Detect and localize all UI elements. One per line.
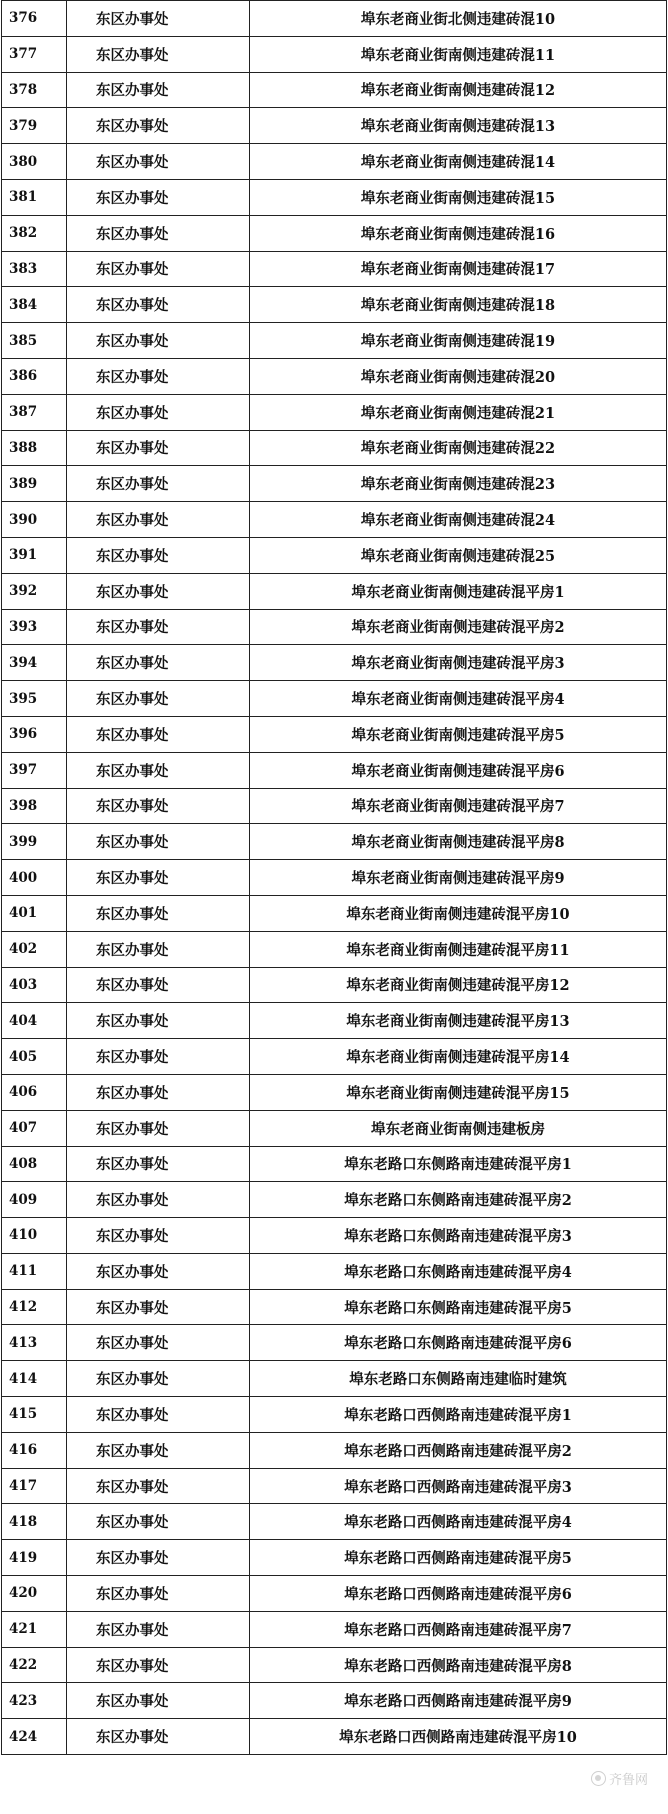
row-number-cell: 402 [2, 931, 67, 967]
building-name-cell: 埠东老路口西侧路南违建砖混平房9 [250, 1683, 667, 1719]
table-row [2, 1576, 667, 1612]
document-page [1, 0, 667, 1814]
building-name-cell: 埠东老路口西侧路南违建砖混平房4 [250, 1504, 667, 1540]
row-number-cell: 381 [2, 179, 67, 215]
building-name-cell: 埠东老商业街南侧违建砖混11 [250, 36, 667, 72]
building-name-cell: 埠东老路口西侧路南违建砖混平房10 [250, 1719, 667, 1755]
table-row [2, 537, 667, 573]
row-number-cell: 383 [2, 251, 67, 287]
row-number-cell: 377 [2, 36, 67, 72]
table-row [2, 1074, 667, 1110]
building-name-cell: 埠东老商业街南侧违建砖混平房6 [250, 752, 667, 788]
row-number-cell: 413 [2, 1325, 67, 1361]
table-row [2, 251, 667, 287]
table-row [2, 931, 667, 967]
table-row [2, 1110, 667, 1146]
table-row [2, 1719, 667, 1755]
building-name-cell: 埠东老路口东侧路南违建砖混平房1 [250, 1146, 667, 1182]
office-cell: 东区办事处 [67, 1432, 250, 1468]
building-name-cell: 埠东老商业街南侧违建砖混平房11 [250, 931, 667, 967]
office-cell: 东区办事处 [67, 287, 250, 323]
building-name-cell: 埠东老商业街南侧违建砖混平房4 [250, 681, 667, 717]
row-number-cell: 385 [2, 323, 67, 359]
row-number-cell: 416 [2, 1432, 67, 1468]
office-cell: 东区办事处 [67, 1146, 250, 1182]
office-cell: 东区办事处 [67, 573, 250, 609]
row-number-cell: 399 [2, 824, 67, 860]
table-row [2, 1683, 667, 1719]
table-row [2, 430, 667, 466]
building-name-cell: 埠东老商业街南侧违建砖混平房13 [250, 1003, 667, 1039]
table-row [2, 752, 667, 788]
row-number-cell: 398 [2, 788, 67, 824]
building-name-cell: 埠东老路口西侧路南违建砖混平房8 [250, 1647, 667, 1683]
building-name-cell: 埠东老商业街南侧违建砖混24 [250, 502, 667, 538]
building-name-cell: 埠东老商业街南侧违建板房 [250, 1110, 667, 1146]
building-name-cell: 埠东老商业街南侧违建砖混15 [250, 179, 667, 215]
building-name-cell: 埠东老商业街南侧违建砖混平房1 [250, 573, 667, 609]
row-number-cell: 410 [2, 1218, 67, 1254]
table-row [2, 1253, 667, 1289]
row-number-cell: 405 [2, 1039, 67, 1075]
office-cell: 东区办事处 [67, 1611, 250, 1647]
office-cell: 东区办事处 [67, 1110, 250, 1146]
building-name-cell: 埠东老路口东侧路南违建砖混平房3 [250, 1218, 667, 1254]
table-row [2, 144, 667, 180]
row-number-cell: 382 [2, 215, 67, 251]
building-name-cell: 埠东老商业街南侧违建砖混平房2 [250, 609, 667, 645]
office-cell: 东区办事处 [67, 1576, 250, 1612]
row-number-cell: 411 [2, 1253, 67, 1289]
table-row [2, 1611, 667, 1647]
office-cell: 东区办事处 [67, 358, 250, 394]
office-cell: 东区办事处 [67, 1289, 250, 1325]
building-name-cell: 埠东老商业街南侧违建砖混20 [250, 358, 667, 394]
office-cell: 东区办事处 [67, 1719, 250, 1755]
office-cell: 东区办事处 [67, 502, 250, 538]
row-number-cell: 415 [2, 1397, 67, 1433]
office-cell: 东区办事处 [67, 752, 250, 788]
building-name-cell: 埠东老商业街南侧违建砖混平房14 [250, 1039, 667, 1075]
row-number-cell: 391 [2, 537, 67, 573]
building-name-cell: 埠东老商业街南侧违建砖混17 [250, 251, 667, 287]
row-number-cell: 418 [2, 1504, 67, 1540]
building-name-cell: 埠东老商业街南侧违建砖混平房15 [250, 1074, 667, 1110]
building-name-cell: 埠东老路口东侧路南违建砖混平房5 [250, 1289, 667, 1325]
office-cell: 东区办事处 [67, 215, 250, 251]
row-number-cell: 376 [2, 1, 67, 37]
table-row [2, 358, 667, 394]
building-name-cell: 埠东老商业街南侧违建砖混14 [250, 144, 667, 180]
row-number-cell: 389 [2, 466, 67, 502]
office-cell: 东区办事处 [67, 824, 250, 860]
table-row [2, 1289, 667, 1325]
office-cell: 东区办事处 [67, 36, 250, 72]
building-name-cell: 埠东老商业街南侧违建砖混平房8 [250, 824, 667, 860]
office-cell: 东区办事处 [67, 108, 250, 144]
row-number-cell: 392 [2, 573, 67, 609]
office-cell: 东区办事处 [67, 967, 250, 1003]
office-cell: 东区办事处 [67, 681, 250, 717]
office-cell: 东区办事处 [67, 1182, 250, 1218]
row-number-cell: 423 [2, 1683, 67, 1719]
building-name-cell: 埠东老商业街南侧违建砖混平房7 [250, 788, 667, 824]
office-cell: 东区办事处 [67, 1, 250, 37]
building-name-cell: 埠东老商业街南侧违建砖混12 [250, 72, 667, 108]
table-row [2, 466, 667, 502]
row-number-cell: 422 [2, 1647, 67, 1683]
office-cell: 东区办事处 [67, 1361, 250, 1397]
building-name-cell: 埠东老商业街南侧违建砖混25 [250, 537, 667, 573]
row-number-cell: 401 [2, 895, 67, 931]
row-number-cell: 384 [2, 287, 67, 323]
table-row [2, 108, 667, 144]
row-number-cell: 404 [2, 1003, 67, 1039]
row-number-cell: 386 [2, 358, 67, 394]
office-cell: 东区办事处 [67, 179, 250, 215]
table-row [2, 788, 667, 824]
office-cell: 东区办事处 [67, 1039, 250, 1075]
row-number-cell: 396 [2, 716, 67, 752]
row-number-cell: 393 [2, 609, 67, 645]
qilu-logo-icon [591, 1771, 606, 1786]
office-cell: 东区办事处 [67, 895, 250, 931]
office-cell: 东区办事处 [67, 1218, 250, 1254]
row-number-cell: 378 [2, 72, 67, 108]
table-row [2, 1647, 667, 1683]
row-number-cell: 390 [2, 502, 67, 538]
building-name-cell: 埠东老商业街南侧违建砖混平房12 [250, 967, 667, 1003]
table-row [2, 895, 667, 931]
building-name-cell: 埠东老路口西侧路南违建砖混平房5 [250, 1540, 667, 1576]
row-number-cell: 421 [2, 1611, 67, 1647]
table-row [2, 179, 667, 215]
row-number-cell: 409 [2, 1182, 67, 1218]
building-name-cell: 埠东老路口东侧路南违建砖混平房4 [250, 1253, 667, 1289]
office-cell: 东区办事处 [67, 1468, 250, 1504]
office-cell: 东区办事处 [67, 788, 250, 824]
building-name-cell: 埠东老路口西侧路南违建砖混平房1 [250, 1397, 667, 1433]
building-name-cell: 埠东老商业街南侧违建砖混19 [250, 323, 667, 359]
row-number-cell: 408 [2, 1146, 67, 1182]
office-cell: 东区办事处 [67, 1325, 250, 1361]
building-name-cell: 埠东老商业街南侧违建砖混18 [250, 287, 667, 323]
row-number-cell: 395 [2, 681, 67, 717]
table-row [2, 1218, 667, 1254]
building-name-cell: 埠东老路口西侧路南违建砖混平房6 [250, 1576, 667, 1612]
office-cell: 东区办事处 [67, 1397, 250, 1433]
office-cell: 东区办事处 [67, 1540, 250, 1576]
watermark [591, 1769, 648, 1788]
table-row [2, 645, 667, 681]
building-name-cell: 埠东老商业街南侧违建砖混平房5 [250, 716, 667, 752]
table-row [2, 824, 667, 860]
row-number-cell: 406 [2, 1074, 67, 1110]
building-name-cell: 埠东老路口东侧路南违建砖混平房6 [250, 1325, 667, 1361]
row-number-cell: 412 [2, 1289, 67, 1325]
office-cell: 东区办事处 [67, 466, 250, 502]
table-row [2, 1182, 667, 1218]
table-row [2, 72, 667, 108]
demolition-list-table [1, 0, 667, 1755]
row-number-cell: 417 [2, 1468, 67, 1504]
office-cell: 东区办事处 [67, 609, 250, 645]
table-row [2, 1504, 667, 1540]
office-cell: 东区办事处 [67, 251, 250, 287]
row-number-cell: 414 [2, 1361, 67, 1397]
office-cell: 东区办事处 [67, 645, 250, 681]
table-row [2, 1468, 667, 1504]
building-name-cell: 埠东老商业街南侧违建砖混22 [250, 430, 667, 466]
table-row [2, 716, 667, 752]
row-number-cell: 380 [2, 144, 67, 180]
office-cell: 东区办事处 [67, 1003, 250, 1039]
table-row [2, 215, 667, 251]
table-row [2, 967, 667, 1003]
building-name-cell: 埠东老路口东侧路南违建临时建筑 [250, 1361, 667, 1397]
office-cell: 东区办事处 [67, 716, 250, 752]
table-row [2, 1003, 667, 1039]
building-name-cell: 埠东老商业街南侧违建砖混23 [250, 466, 667, 502]
table-row [2, 1325, 667, 1361]
building-name-cell: 埠东老路口东侧路南违建砖混平房2 [250, 1182, 667, 1218]
building-name-cell: 埠东老路口西侧路南违建砖混平房3 [250, 1468, 667, 1504]
table-row [2, 681, 667, 717]
row-number-cell: 419 [2, 1540, 67, 1576]
table-body [2, 1, 667, 1755]
office-cell: 东区办事处 [67, 1504, 250, 1540]
building-name-cell: 埠东老商业街南侧违建砖混平房3 [250, 645, 667, 681]
building-name-cell: 埠东老商业街北侧违建砖混10 [250, 1, 667, 37]
office-cell: 东区办事处 [67, 931, 250, 967]
building-name-cell: 埠东老商业街南侧违建砖混16 [250, 215, 667, 251]
row-number-cell: 424 [2, 1719, 67, 1755]
row-number-cell: 420 [2, 1576, 67, 1612]
office-cell: 东区办事处 [67, 1074, 250, 1110]
table-row [2, 36, 667, 72]
table-row [2, 860, 667, 896]
building-name-cell: 埠东老商业街南侧违建砖混13 [250, 108, 667, 144]
watermark-text: 齐鲁网 [608, 1773, 648, 1788]
office-cell: 东区办事处 [67, 1253, 250, 1289]
table-row [2, 323, 667, 359]
table-row [2, 1432, 667, 1468]
row-number-cell: 388 [2, 430, 67, 466]
building-name-cell: 埠东老商业街南侧违建砖混平房9 [250, 860, 667, 896]
building-name-cell: 埠东老商业街南侧违建砖混21 [250, 394, 667, 430]
table-row [2, 502, 667, 538]
row-number-cell: 403 [2, 967, 67, 1003]
row-number-cell: 400 [2, 860, 67, 896]
building-name-cell: 埠东老路口西侧路南违建砖混平房2 [250, 1432, 667, 1468]
table-row [2, 1, 667, 37]
office-cell: 东区办事处 [67, 430, 250, 466]
office-cell: 东区办事处 [67, 537, 250, 573]
table-row [2, 1146, 667, 1182]
table-row [2, 1039, 667, 1075]
row-number-cell: 394 [2, 645, 67, 681]
table-row [2, 1397, 667, 1433]
office-cell: 东区办事处 [67, 323, 250, 359]
office-cell: 东区办事处 [67, 394, 250, 430]
row-number-cell: 397 [2, 752, 67, 788]
table-row [2, 287, 667, 323]
office-cell: 东区办事处 [67, 144, 250, 180]
table-row [2, 394, 667, 430]
office-cell: 东区办事处 [67, 1683, 250, 1719]
building-name-cell: 埠东老商业街南侧违建砖混平房10 [250, 895, 667, 931]
row-number-cell: 407 [2, 1110, 67, 1146]
row-number-cell: 387 [2, 394, 67, 430]
table-row [2, 1540, 667, 1576]
office-cell: 东区办事处 [67, 72, 250, 108]
table-row [2, 1361, 667, 1397]
office-cell: 东区办事处 [67, 860, 250, 896]
building-name-cell: 埠东老路口西侧路南违建砖混平房7 [250, 1611, 667, 1647]
table-row [2, 573, 667, 609]
row-number-cell: 379 [2, 108, 67, 144]
office-cell: 东区办事处 [67, 1647, 250, 1683]
table-row [2, 609, 667, 645]
